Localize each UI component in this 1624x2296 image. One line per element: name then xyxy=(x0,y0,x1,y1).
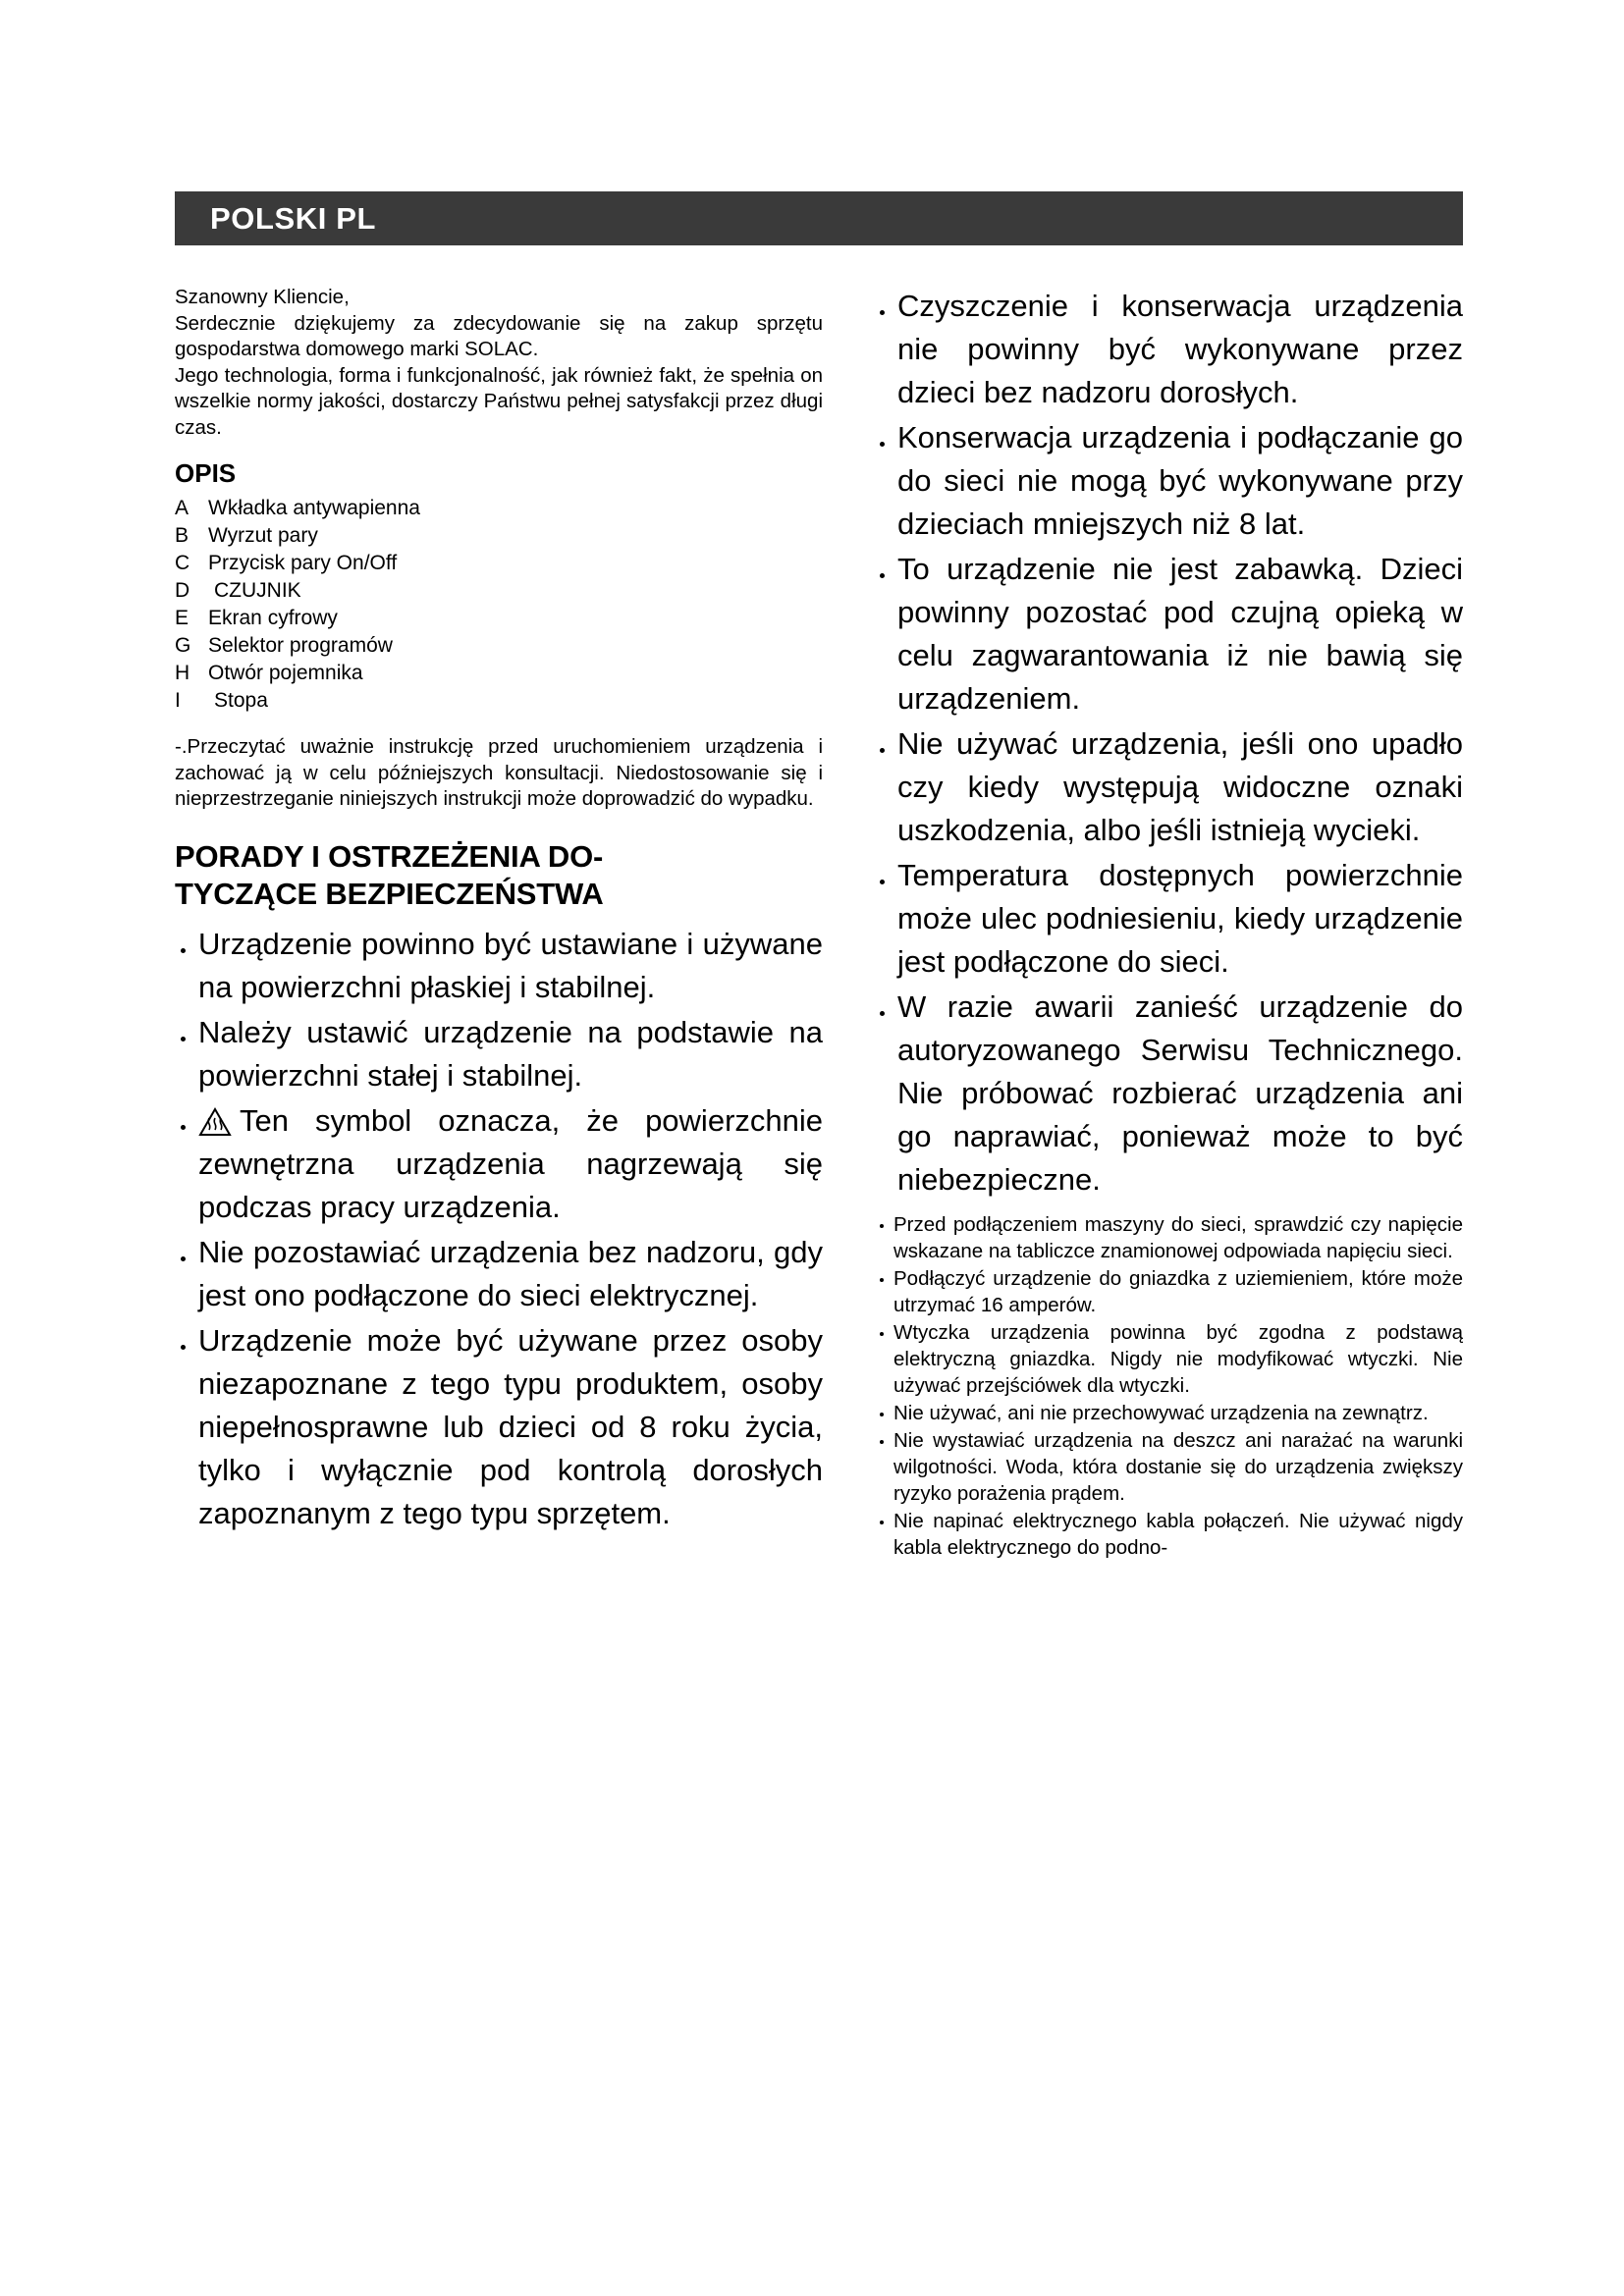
safety-item-text: Nie pozostawiać urządzenia bez nadzoru, gdy jest ono podłączone do sieci elektrycznej. xyxy=(198,1234,823,1312)
list-item xyxy=(175,923,823,1009)
description-list xyxy=(175,495,823,715)
safety-heading-line-2: TYCZĄCE BEZPIECZEŃSTWA xyxy=(175,876,604,911)
page-title: POLSKI PL xyxy=(210,200,377,236)
description-key: C xyxy=(175,552,190,574)
list-item xyxy=(874,416,1463,546)
two-column-body xyxy=(175,285,1467,1562)
list-item xyxy=(874,285,1463,414)
description-key: G xyxy=(175,634,191,657)
description-label: Wyrzut pary xyxy=(208,524,318,547)
safety-list-right-fineprint xyxy=(874,1211,1463,1561)
list-item xyxy=(874,854,1463,984)
safety-item-text: Nie używać urządzenia, jeśli ono upadło czy kiedy występują widoczne oznaki uszkodzenia, albo jeśli istnieją wycieki. xyxy=(897,726,1463,847)
list-item xyxy=(874,548,1463,721)
intro-paragraph-1: Serdecznie dziękujemy za zdecydowanie się na zakup sprzętu gospodarstwa domowego marki SOLAC. xyxy=(175,311,823,360)
list-item xyxy=(175,605,823,632)
list-item xyxy=(175,1231,823,1317)
description-label: Stopa xyxy=(214,689,268,712)
safety-heading-line-1: PORADY I OSTRZEŻENIA DO- xyxy=(175,838,604,874)
list-item xyxy=(874,1211,1463,1264)
safety-item-text: Urządzenie może być używane przez osoby niezapoznane z tego typu produktem, osoby niepełnosprawne lub dzieci od 8 roku życia, tylko i wyłącznie pod kontrolą dorosłych zapoznanym z tego typu sprzętem. xyxy=(198,1322,823,1530)
list-item xyxy=(175,550,823,577)
list-item xyxy=(175,687,823,715)
list-item xyxy=(175,577,823,605)
safety-item-text: Ten symbol oznacza, że powierzchnie zewnętrzna urządzenia nagrzewają się podczas pracy urządzenia. xyxy=(198,1102,823,1224)
safety-item-text: Przed podłączeniem maszyny do sieci, sprawdzić czy napięcie wskazane na tabliczce znamionowej odpowiada napięciu sieci. xyxy=(893,1213,1463,1262)
list-item xyxy=(175,1011,823,1097)
safety-item-text: W razie awarii zanieść urządzenie do autoryzowanego Serwisu Technicznego. Nie próbować rozbierać urządzenia ani go naprawiać, ponieważ może to być niebezpieczne. xyxy=(897,989,1463,1197)
safety-item-text: Należy ustawić urządzenie na podstawie na powierzchni stałej i stabilnej. xyxy=(198,1014,823,1093)
list-item xyxy=(874,722,1463,852)
description-label: Wkładka antywapienna xyxy=(208,497,420,519)
safety-item-text: Nie wystawiać urządzenia na deszcz ani narażać na warunki wilgotności. Woda, która dostanie się do urządzenia zwiększy ryzyko porażenia prądem. xyxy=(893,1429,1463,1505)
list-item xyxy=(874,1427,1463,1507)
description-key: B xyxy=(175,524,189,547)
description-label: Przycisk pary On/Off xyxy=(208,552,398,574)
list-item xyxy=(874,1265,1463,1318)
list-item xyxy=(874,1400,1463,1426)
list-item xyxy=(175,522,823,550)
description-label: Ekran cyfrowy xyxy=(208,607,338,629)
description-label: Selektor programów xyxy=(208,634,393,657)
intro-paragraph-2: Jego technologia, forma i funkcjonalność, jak również fakt, że spełnia on wszelkie normy jakości, dostarczy Państwu pełnej satysfakcji przez długi czas. xyxy=(175,363,823,439)
description-key: A xyxy=(175,497,189,519)
page-header-bar xyxy=(175,191,1463,245)
right-column xyxy=(874,285,1463,1562)
hot-surface-icon xyxy=(198,1105,232,1135)
list-item xyxy=(874,1508,1463,1561)
intro-block xyxy=(175,285,823,441)
description-key: H xyxy=(175,662,190,684)
safety-item-text: Podłączyć urządzenie do gniazdka z uziemieniem, które może utrzymać 16 amperów. xyxy=(893,1267,1463,1316)
safety-item-text: Nie napinać elektrycznego kabla połączeń. Nie używać nigdy kabla elektrycznego do podno- xyxy=(893,1510,1463,1559)
safety-item-text: Temperatura dostępnych powierzchnie może ulec podniesieniu, kiedy urządzenie jest podłączone do sieci. xyxy=(897,858,1463,979)
read-instructions-note: -.Przeczytać uważnie instrukcję przed uruchomieniem urządzenia i zachować ją w celu późniejszych konsultacji. Niedostosowanie się i nieprzestrzeganie niniejszych instrukcji może doprowadzić do wypadku. xyxy=(175,735,823,810)
list-item xyxy=(175,632,823,660)
safety-item-text: Czyszczenie i konserwacja urządzenia nie powinny być wykonywane przez dzieci bez nadzoru dorosłych. xyxy=(897,289,1463,409)
description-label: Otwór pojemnika xyxy=(208,662,363,684)
safety-item-text: To urządzenie nie jest zabawką. Dzieci powinny pozostać pod czujną opieką w celu zagwarantowania iż nie bawią się urządzeniem. xyxy=(897,552,1463,716)
left-column xyxy=(175,285,823,1562)
safety-heading xyxy=(175,838,823,913)
description-key: E xyxy=(175,607,189,629)
safety-item-text: Wtyczka urządzenia powinna być zgodna z podstawą elektryczną gniazdka. Nigdy nie modyfikować wtyczki. Nie używać przejściówek dla wtyczki. xyxy=(893,1321,1463,1397)
safety-list-left xyxy=(175,923,823,1535)
description-key: D xyxy=(175,579,190,602)
description-heading: OPIS xyxy=(175,458,237,488)
list-item xyxy=(175,495,823,522)
safety-item-text: Nie używać, ani nie przechowywać urządzenia na zewnątrz. xyxy=(893,1402,1429,1424)
list-item xyxy=(874,986,1463,1201)
safety-list-right xyxy=(874,285,1463,1201)
intro-greeting: Szanowny Kliencie, xyxy=(175,286,350,308)
list-item xyxy=(175,660,823,687)
list-item xyxy=(175,1099,823,1229)
description-label: CZUJNIK xyxy=(214,579,301,602)
safety-item-text: Konserwacja urządzenia i podłączanie go do sieci nie mogą być wykonywane przy dzieciach mniejszych niż 8 lat. xyxy=(897,420,1463,541)
safety-item-text: Urządzenie powinno być ustawiane i używane na powierzchni płaskiej i stabilnej. xyxy=(198,926,823,1004)
description-key: I xyxy=(175,689,181,712)
list-item xyxy=(175,1319,823,1535)
list-item xyxy=(874,1319,1463,1399)
